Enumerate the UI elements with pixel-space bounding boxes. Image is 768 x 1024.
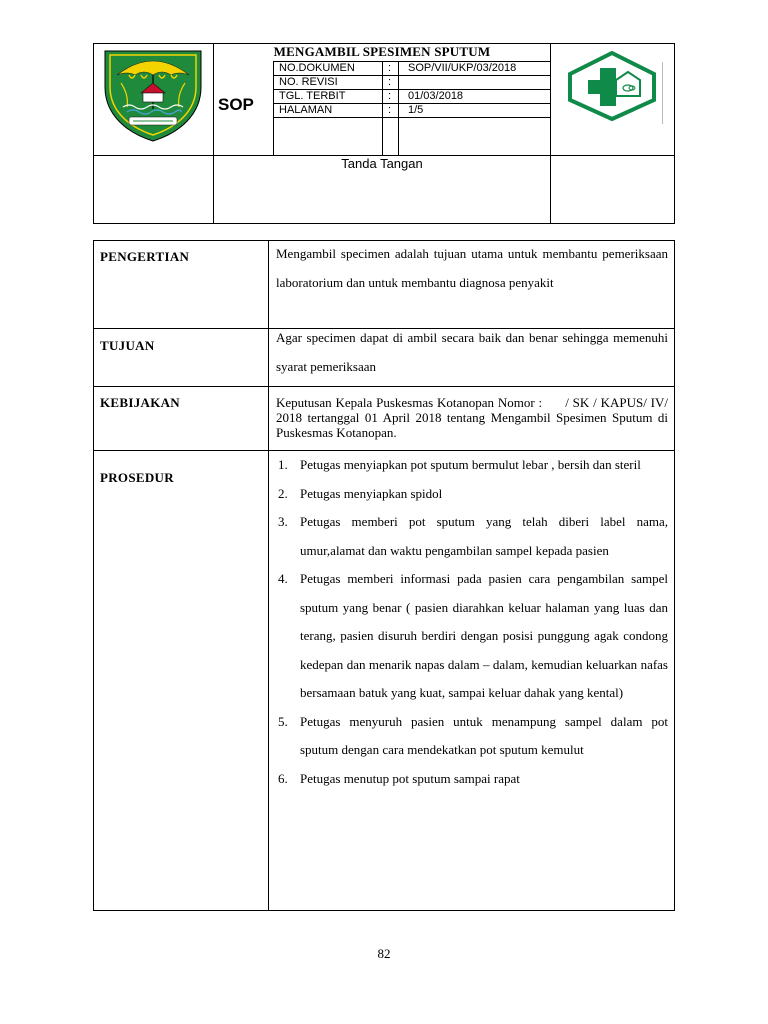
step-number: 5. xyxy=(278,713,288,729)
step-number: 3. xyxy=(278,514,288,529)
tujuan-label: TUJUAN xyxy=(100,338,155,353)
document-title: MENGAMBIL SPESIMEN SPUTUM xyxy=(273,44,491,59)
meta-value-tgl-terbit: 01/03/2018 xyxy=(408,90,464,102)
step-text: Petugas menyuruh pasien untuk menampung sampel dalam pot sputum dengan cara mendekatkan pot sputum kemulut xyxy=(300,713,668,757)
meta-sep: : xyxy=(388,104,392,116)
list-item xyxy=(276,480,668,509)
prosedur-steps xyxy=(276,451,668,793)
pengertian-text: Mengambil specimen adalah tujuan utama untuk membantu pemeriksaan laboratorium dan untuk membantu diagnosa penyakit xyxy=(276,246,668,290)
list-item xyxy=(276,508,668,565)
meta-label-tgl-terbit: TGL. TERBIT xyxy=(279,90,346,102)
page-number: 82 xyxy=(377,946,391,961)
list-item xyxy=(276,565,668,708)
meta-sep: : xyxy=(388,62,392,74)
meta-label-halaman: HALAMAN xyxy=(279,104,333,116)
kebijakan-text: Keputusan Kepala Puskesmas Kotanopan Nomor : / SK / KAPUS/ IV/ 2018 tertanggal 01 April 2018 tentang Mengambil Spesimen Sputum di Puskesmas Kotanopan. xyxy=(276,395,672,440)
sop-label: SOP xyxy=(218,95,254,114)
step-number: 2. xyxy=(278,485,288,501)
step-number: 6. xyxy=(278,770,288,786)
pengertian-label: PENGERTIAN xyxy=(100,249,190,264)
meta-label-no-revisi: NO. REVISI xyxy=(279,76,338,88)
meta-sep: : xyxy=(388,90,392,102)
step-number: 4. xyxy=(278,571,288,586)
list-item xyxy=(276,451,668,480)
meta-value-no-dokumen: SOP/VII/UKP/03/2018 xyxy=(408,62,517,74)
step-number: 1. xyxy=(278,457,288,472)
regional-government-crest-icon xyxy=(99,47,207,143)
meta-label-no-dokumen: NO.DOKUMEN xyxy=(279,62,355,74)
meta-value-halaman: 1/5 xyxy=(408,104,424,116)
step-text: Petugas menyiapkan pot sputum bermulut lebar , bersih dan steril xyxy=(300,457,641,472)
prosedur-label: PROSEDUR xyxy=(100,470,174,485)
puskesmas-green-cross-icon xyxy=(566,50,658,122)
step-text: Petugas menutup pot sputum sampai rapat xyxy=(300,770,520,786)
signature-label: Tanda Tangan xyxy=(341,156,423,171)
step-text: Petugas memberi pot sputum yang telah diberi label nama, umur,alamat dan waktu pengambilan sampel kepada pasien xyxy=(300,514,668,558)
step-text: Petugas memberi informasi pada pasien cara pengambilan sampel sputum yang benar ( pasien diarahkan keluar halaman yang luas dan terang, pasien disuruh berdiri dengan posisi punggung agak condong kedepan dan menarik napas dalam – dalam, kemudian keluarkan nafas bersamaan batuk yang kuat, sampai keluar dahak yang kental) xyxy=(300,571,668,700)
tujuan-text: Agar specimen dapat di ambil secara baik dan benar sehingga memenuhi syarat pemeriksaan xyxy=(276,330,668,374)
list-item xyxy=(276,708,668,765)
list-item xyxy=(276,765,668,794)
meta-sep: : xyxy=(388,76,392,88)
step-text: Petugas menyiapkan spidol xyxy=(300,485,443,501)
kebijakan-label: KEBIJAKAN xyxy=(100,395,180,410)
